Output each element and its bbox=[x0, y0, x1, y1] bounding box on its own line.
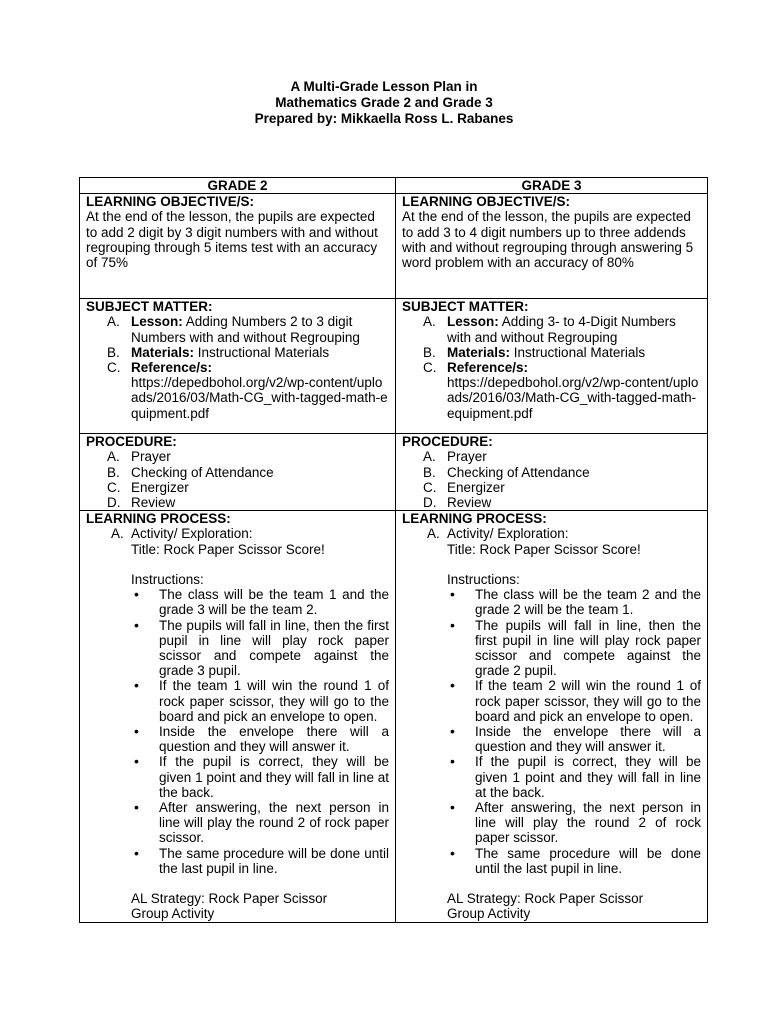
instruction-item: • The pupils will fall in line, then the first pupil in line will play rock paper scissor and compete against the grade 2 pupil. bbox=[475, 618, 701, 679]
grade-2-objective-cell bbox=[80, 194, 396, 299]
instruction-item: • The pupils will fall in line, then the first pupil in line will play rock paper scissor and compete against the grade 3 pupil. bbox=[159, 618, 389, 679]
grade-2-subject-cell bbox=[80, 299, 396, 434]
subject-list bbox=[86, 314, 389, 420]
procedure-item: B. Checking of Attendance bbox=[107, 464, 274, 480]
instruction-item: • The class will be the team 1 and the grade 3 will be the team 2. bbox=[159, 587, 389, 617]
procedure-title: PROCEDURE: bbox=[86, 434, 177, 450]
instruction-item: • Inside the envelope there will a question and they will answer it. bbox=[475, 724, 701, 754]
grade-3-process-cell bbox=[396, 511, 708, 922]
strategy-line-1: AL Strategy: Rock Paper Scissor bbox=[131, 891, 328, 907]
objective-title: LEARNING OBJECTIVE/S: bbox=[402, 194, 571, 210]
procedure-item: D. Review bbox=[107, 495, 176, 511]
strategy-line-1: AL Strategy: Rock Paper Scissor bbox=[447, 891, 644, 907]
subject-reference-item: C. Reference/s: https://depedbohol.org/v2/wp-content/uploads/2016/03/Math-CG_with-tagged-math-equipment.pdf bbox=[107, 360, 388, 421]
objective-row bbox=[80, 194, 708, 299]
procedure-title: PROCEDURE: bbox=[402, 434, 493, 450]
grade-2-procedure-cell bbox=[80, 434, 396, 511]
procedure-list bbox=[86, 449, 389, 510]
instruction-item: • The same procedure will be done until the last pupil in line. bbox=[475, 846, 701, 876]
strategy-line-2: Group Activity bbox=[131, 906, 215, 922]
instruction-item: • If the pupil is correct, they will be given 1 point and they will fall in line at the back. bbox=[475, 754, 701, 800]
procedure-item: B. Checking of Attendance bbox=[423, 464, 590, 480]
subject-materials-item: B. Materials: Instructional Materials bbox=[107, 344, 330, 360]
objective-title: LEARNING OBJECTIVE/S: bbox=[86, 194, 255, 210]
header-line-2: Mathematics Grade 2 and Grade 3 bbox=[275, 95, 493, 110]
grade-3-subject-cell bbox=[396, 299, 708, 434]
instruction-item: • If the team 1 will win the round 1 of rock paper scissor, they will go to the board and pick an envelope to open. bbox=[159, 678, 389, 724]
procedure-item: A. Prayer bbox=[107, 449, 171, 465]
procedure-item: C. Energizer bbox=[107, 479, 189, 495]
objective-text: At the end of the lesson, the pupils are expected to add 2 digit by 3 digit numbers with and without regrouping through 5 items test with an accuracy of 75% bbox=[86, 209, 378, 271]
header-line-3: Prepared by: Mikkaella Ross L. Rabanes bbox=[254, 111, 514, 126]
instruction-item: • If the team 2 will win the round 1 of rock paper scissor, they will go to the board and pick an envelope to open. bbox=[475, 678, 701, 724]
objective-text: At the end of the lesson, the pupils are expected to add 3 to 4 digit numbers up to three addends with and without regrouping through answering 5 word problem with an accuracy of 80% bbox=[402, 209, 694, 271]
instruction-item: • Inside the envelope there will a question and they will answer it. bbox=[159, 724, 389, 754]
grade-3-procedure-cell bbox=[396, 434, 708, 511]
lesson-plan-table bbox=[79, 177, 708, 923]
instruction-item: • If the pupil is correct, they will be given 1 point and they will fall in line at the back. bbox=[159, 754, 389, 800]
instruction-item: • After answering, the next person in line will play the round 2 of rock paper scissor. bbox=[159, 800, 389, 846]
subject-matter-title: SUBJECT MATTER: bbox=[86, 299, 213, 315]
grade-header-row bbox=[80, 178, 708, 194]
grade-2-header: GRADE 2 bbox=[80, 178, 396, 194]
procedure-item: A. Prayer bbox=[423, 449, 487, 465]
grade-2-process-cell bbox=[80, 511, 396, 922]
subject-list bbox=[402, 314, 701, 420]
activity-title: Title: Rock Paper Scissor Score! bbox=[447, 541, 641, 557]
instructions-list bbox=[402, 587, 701, 876]
learning-process-title: LEARNING PROCESS: bbox=[402, 511, 547, 527]
procedure-row bbox=[80, 434, 708, 511]
instructions-label: Instructions: bbox=[131, 572, 204, 588]
activity-title: Title: Rock Paper Scissor Score! bbox=[131, 541, 325, 557]
instructions-list bbox=[86, 587, 389, 876]
header-line-1: A Multi-Grade Lesson Plan in bbox=[290, 79, 478, 94]
strategy-line-2: Group Activity bbox=[447, 906, 531, 922]
activity-label: A. Activity/ Exploration: bbox=[427, 526, 569, 542]
learning-process-row bbox=[80, 511, 708, 922]
subject-lesson-item: A. Lesson: Adding 3- to 4-Digit Numbers with and without Regrouping bbox=[423, 314, 676, 345]
procedure-list bbox=[402, 449, 701, 510]
instruction-item: • After answering, the next person in line will play the round 2 of rock paper scissor. bbox=[475, 800, 701, 846]
grade-3-header: GRADE 3 bbox=[396, 178, 708, 194]
instructions-label: Instructions: bbox=[447, 572, 520, 588]
procedure-item: D. Review bbox=[423, 495, 492, 511]
instruction-item: • The class will be the team 2 and the grade 2 will be the team 1. bbox=[475, 587, 701, 617]
subject-matter-title: SUBJECT MATTER: bbox=[402, 299, 529, 315]
subject-matter-row bbox=[80, 299, 708, 434]
subject-reference-item: C. Reference/s: https://depedbohol.org/v2/wp-content/uploads/2016/03/Math-CG_with-tagged-math-equipment.pdf bbox=[423, 360, 699, 421]
learning-process-title: LEARNING PROCESS: bbox=[86, 511, 231, 527]
subject-materials-item: B. Materials: Instructional Materials bbox=[423, 344, 646, 360]
instruction-item: • The same procedure will be done until the last pupil in line. bbox=[159, 846, 389, 876]
activity-label: A. Activity/ Exploration: bbox=[111, 526, 253, 542]
document-header bbox=[0, 79, 768, 127]
procedure-item: C. Energizer bbox=[423, 479, 505, 495]
subject-lesson-item: A. Lesson: Adding Numbers 2 to 3 digit Numbers with and without Regrouping bbox=[107, 314, 360, 345]
grade-3-objective-cell bbox=[396, 194, 708, 299]
